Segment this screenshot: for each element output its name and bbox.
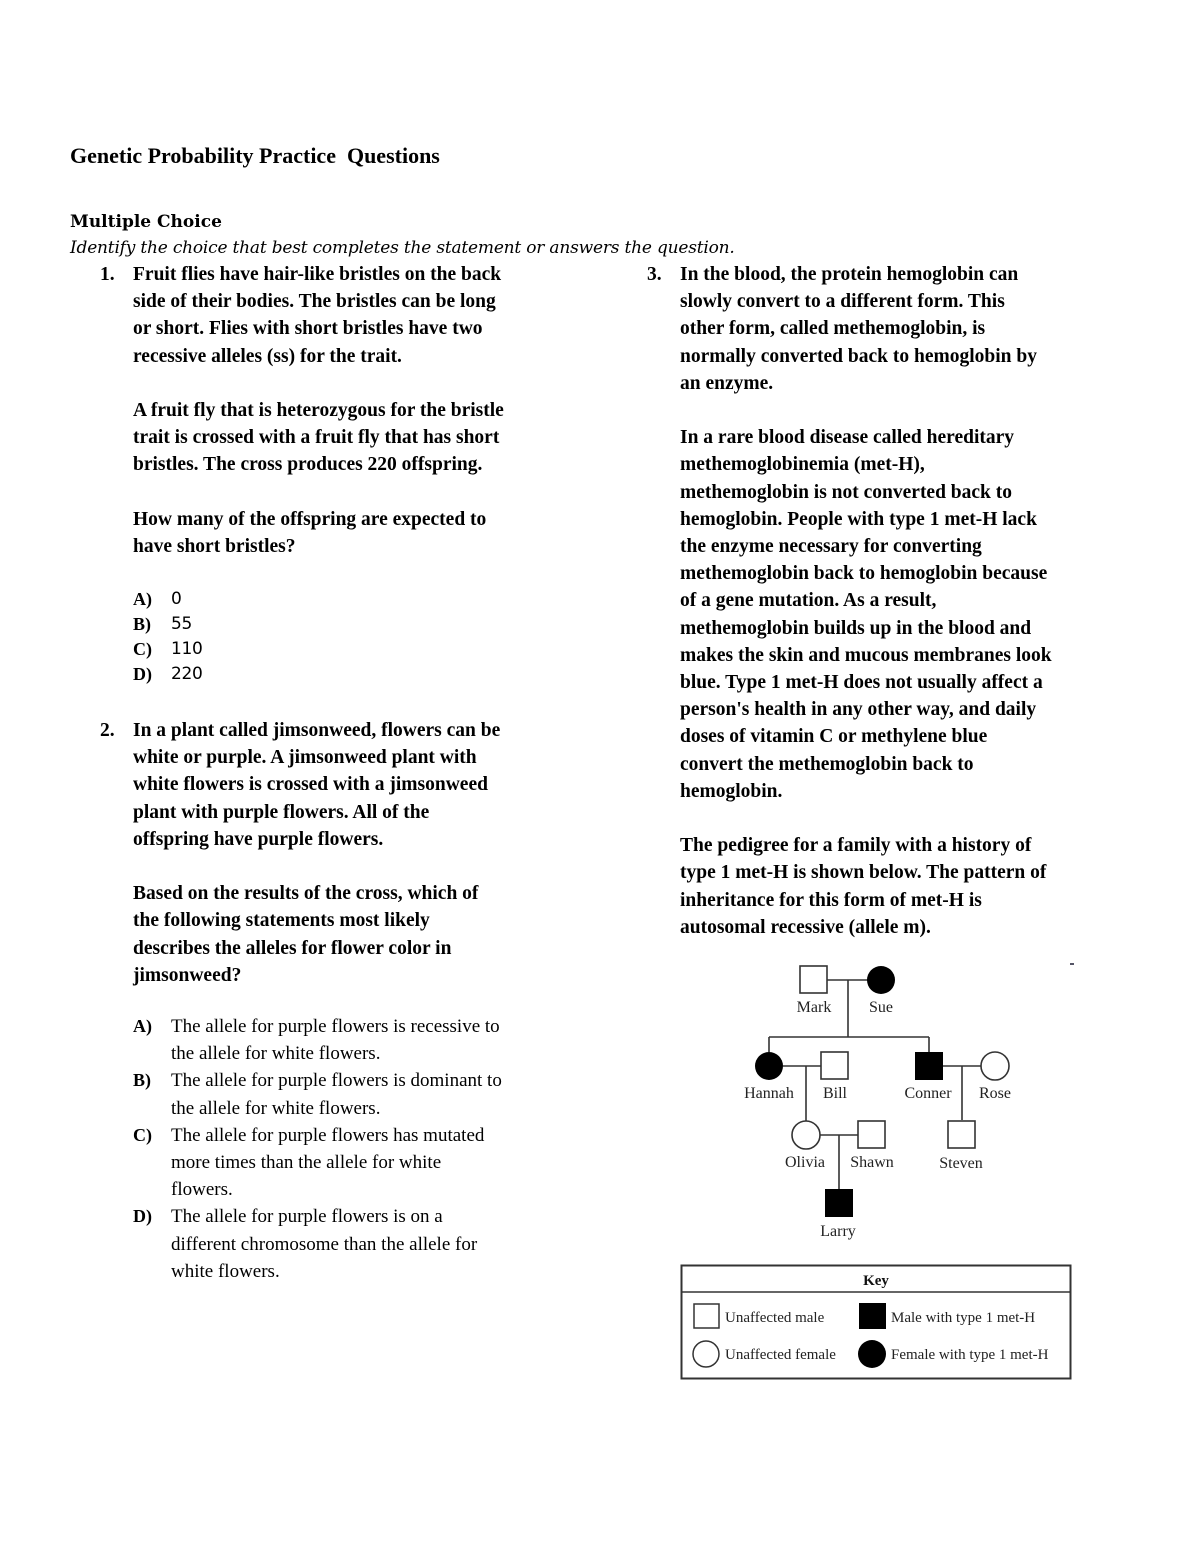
question-number: 1.	[100, 264, 115, 285]
stem-line: hemoglobin.	[680, 780, 783, 802]
pedigree-label: Bill	[822, 1085, 848, 1102]
unaffected-female-icon	[693, 1341, 719, 1367]
stem-line: In the blood, the protein hemoglobin can	[680, 264, 1019, 285]
choice-letter: A)	[133, 589, 152, 609]
olivia-unaffected-female-icon	[792, 1121, 820, 1149]
stem-line: slowly convert to a different form. This	[680, 291, 1005, 313]
stem-line: In a rare blood disease called hereditary	[680, 427, 1015, 449]
stem-line: A fruit fly that is heterozygous for the bristle	[133, 400, 504, 421]
stem-line: methemoglobin is not converted back to	[680, 481, 1013, 503]
instructions: Identify the choice that best completes the statement or answers the question.	[70, 238, 735, 258]
stray-mark	[1070, 963, 1074, 965]
stem-line: white or purple. A jimsonweed plant with	[133, 747, 477, 769]
choice-text: The allele for purple flowers has mutated	[171, 1124, 485, 1146]
conner-affected-male-icon	[915, 1052, 943, 1080]
shawn-unaffected-male-icon	[858, 1121, 885, 1148]
affected-male-icon	[859, 1303, 886, 1329]
stem-line: bristles. The cross produces 220 offspring.	[133, 454, 483, 476]
choice-text: the allele for white flowers.	[171, 1097, 381, 1119]
stem-line: recessive alleles (ss) for the trait.	[133, 345, 402, 367]
pedigree-label: Hannah	[744, 1085, 794, 1102]
choice-text: 55	[171, 614, 193, 634]
choice-text: The allele for purple flowers is dominant to	[171, 1070, 502, 1092]
choice-text: flowers.	[171, 1179, 233, 1201]
choice-text: 220	[171, 664, 203, 684]
choice-text: 110	[171, 639, 203, 659]
stem-line: an enzyme.	[680, 372, 774, 394]
pedigree-label: Steven	[939, 1155, 983, 1172]
stem-line: trait is crossed with a fruit fly that has short	[133, 427, 500, 449]
question-number: 2.	[100, 720, 115, 741]
choice-text: different chromosome than the allele for	[171, 1233, 478, 1255]
key-label: Unaffected female	[725, 1347, 836, 1363]
choice-text: 0	[171, 589, 182, 609]
pedigree-label: Rose	[979, 1085, 1011, 1102]
stem-line: have short bristles?	[133, 536, 296, 557]
stem-line: Based on the results of the cross, which of	[133, 883, 479, 905]
stem-line: of a gene mutation. As a result,	[680, 590, 937, 612]
choice-letter: B)	[133, 1070, 151, 1091]
key-label: Male with type 1 met-H	[891, 1310, 1036, 1326]
section-heading: Multiple Choice	[70, 212, 222, 232]
pedigree-label: Larry	[820, 1223, 856, 1240]
unaffected-male-icon	[694, 1304, 719, 1328]
choice-letter: A)	[133, 1016, 152, 1036]
choice-text: white flowers.	[171, 1260, 280, 1282]
rose-unaffected-female-icon	[981, 1052, 1009, 1080]
stem-line: jimsonweed?	[133, 964, 242, 986]
choice-text: the allele for white flowers.	[171, 1043, 381, 1065]
stem-line: blue. Type 1 met-H does not usually affect a	[680, 672, 1043, 694]
stem-line: offspring have purple flowers.	[133, 828, 384, 850]
stem-line: In a plant called jimsonweed, flowers can be	[133, 720, 501, 741]
stem-line: type 1 met-H is shown below. The pattern of	[680, 862, 1047, 884]
stem-line: the enzyme necessary for converting	[680, 536, 982, 558]
pedigree-label: Conner	[904, 1085, 952, 1102]
stem-line: How many of the offspring are expected to	[133, 508, 487, 530]
pedigree-label: Shawn	[850, 1154, 894, 1171]
mark-unaffected-male-icon	[800, 966, 827, 993]
choice-text: The allele for purple flowers is on a	[171, 1206, 443, 1228]
choice-text: more times than the allele for white	[171, 1152, 442, 1174]
key-label: Unaffected male	[725, 1310, 825, 1326]
key-title: Key	[863, 1273, 889, 1289]
pedigree-label: Olivia	[785, 1154, 825, 1171]
choice-letter: C)	[133, 639, 152, 659]
stem-line: makes the skin and mucous membranes look	[680, 644, 1052, 666]
stem-line: methemoglobin builds up in the blood and	[680, 617, 1032, 639]
affected-female-icon	[858, 1340, 886, 1368]
stem-line: the following statements most likely	[133, 910, 430, 932]
choice-letter: C)	[133, 1124, 152, 1145]
stem-line: or short. Flies with short bristles have two	[133, 318, 483, 340]
choice-letter: D)	[133, 664, 152, 684]
stem-line: white flowers is crossed with a jimsonweed	[133, 774, 488, 796]
stem-line: doses of vitamin C or methylene blue	[680, 726, 988, 748]
stem-line: inheritance for this form of met-H is	[680, 889, 982, 911]
stem-line: methemoglobinemia (met-H),	[680, 454, 925, 476]
stem-line: plant with purple flowers. All of the	[133, 801, 430, 823]
stem-line: autosomal recessive (allele m).	[680, 916, 931, 938]
stem-line: hemoglobin. People with type 1 met-H lack	[680, 508, 1037, 530]
page-title: Genetic Probability Practice Questions	[70, 143, 440, 168]
pedigree-label: Mark	[796, 999, 832, 1016]
pedigree-label: Sue	[869, 999, 893, 1016]
stem-line: person's health in any other way, and daily	[680, 699, 1037, 721]
stem-line: convert the methemoglobin back to	[680, 753, 974, 775]
choice-text: The allele for purple flowers is recessive to	[171, 1016, 500, 1037]
stem-line: Fruit flies have hair-like bristles on the back	[133, 264, 502, 285]
stem-line: side of their bodies. The bristles can be long	[133, 291, 496, 313]
question-number: 3.	[647, 264, 662, 285]
steven-unaffected-male-icon	[948, 1121, 975, 1148]
bill-unaffected-male-icon	[821, 1052, 848, 1079]
hannah-affected-female-icon	[755, 1052, 783, 1080]
stem-line: The pedigree for a family with a history of	[680, 835, 1032, 857]
key-label: Female with type 1 met-H	[891, 1347, 1049, 1363]
stem-line: normally converted back to hemoglobin by	[680, 345, 1037, 367]
choice-letter: D)	[133, 1206, 152, 1227]
choice-letter: B)	[133, 614, 151, 634]
stem-line: describes the alleles for flower color in	[133, 937, 452, 959]
sue-affected-female-icon	[867, 966, 895, 994]
stem-line: methemoglobin back to hemoglobin because	[680, 563, 1048, 585]
stem-line: other form, called methemoglobin, is	[680, 318, 986, 340]
larry-affected-male-icon	[825, 1189, 853, 1217]
pedigree-key	[682, 1266, 1071, 1379]
